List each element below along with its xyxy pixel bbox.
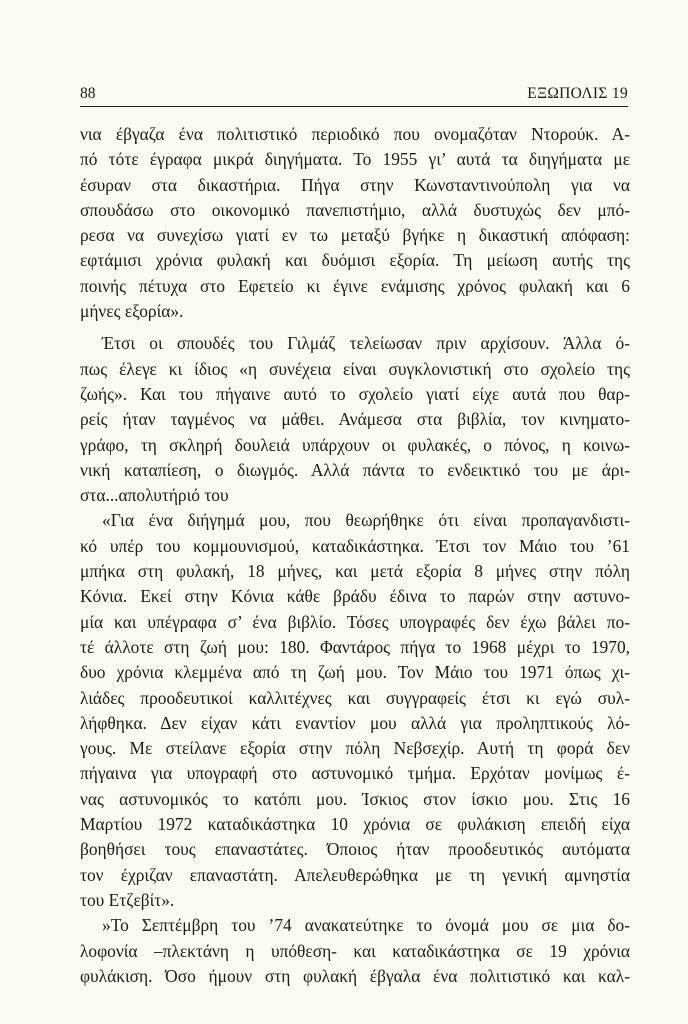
text-line: λήφθηκα. Δεν είχαν κάτι εναντίον μου αλλά για προληπτικούς λό- bbox=[80, 712, 630, 733]
text-line: Μαρτίου 1972 καταδικάστηκα 10 χρόνια σε φυλάκιση επειδή είχα bbox=[80, 814, 630, 835]
text-line: τον έχριζαν επαναστάτη. Απελευθερώθηκα με τη γενική αμνηστία bbox=[80, 864, 630, 885]
text-line: Κόνια. Εκεί στην Κόνια κάθε βράδυ έδινα το παρών στην αστυνο- bbox=[80, 586, 630, 607]
text-line: τέ άλλοτε στη ζωή μου: 180. Φαντάρος πήγα το 1968 μέχρι το 1970, bbox=[80, 636, 630, 657]
text-line: πό τότε έγραφα μικρά διηγήματα. Το 1955 γι’ αυτά τα διηγήματα με bbox=[80, 149, 630, 170]
paragraph bbox=[80, 331, 630, 508]
text-line: ποινής πέτυχα στο Εφετείο κι έγινε ενάμισης χρόνος φυλακή και 6 bbox=[80, 275, 630, 296]
text-line: γους. Με στείλανε εξορία στην πόλη Νεβσεχίρ. Αυτή τη φορά δεν bbox=[80, 738, 630, 759]
text-line: σπουδάσω στο οικονομικό πανεπιστήμιο, αλλά δυστυχώς δεν μπό- bbox=[80, 199, 630, 220]
running-title: ΕΞΩΠΟΛΙΣ 19 bbox=[527, 85, 628, 102]
text-line: νική καταπίεση, ο διωγμός. Αλλά πάντα το ενδεικτικό του με άρι- bbox=[80, 459, 630, 480]
text-line: γράφο, τη σκληρή δουλειά υπάρχουν οι φυλακές, ο πόνος, η κοινω- bbox=[80, 434, 630, 455]
text-line: ρείς ήταν ταγμένος να μάθει. Ανάμεσα στα βιβλία, τον κινηματο- bbox=[80, 409, 630, 430]
text-line: μία και υπέγραφα σ’ ένα βιβλίο. Τόσες υπογραφές δεν έχω βάλει πο- bbox=[80, 611, 630, 632]
text-line: ρεσα να συνεχίσω γιατί εν τω μεταξύ βγήκε η δικαστική απόφαση: bbox=[80, 225, 630, 246]
text-line: στα...απολυτήριό του bbox=[80, 485, 229, 506]
text-line: λοφονία –πλεκτάνη η υπόθεση- και καταδικάστηκα σε 19 χρόνια bbox=[80, 940, 630, 961]
body-text bbox=[80, 122, 630, 989]
paragraph bbox=[80, 508, 630, 913]
text-line: »Το Σεπτέμβρη του ’74 ανακατεύτηκε το όνομά μου σε μια δο- bbox=[102, 915, 630, 936]
paragraph bbox=[80, 122, 630, 324]
text-line: εφτάμισι χρόνια φυλακή και δυόμισι εξορία. Τη μείωση αυτής της bbox=[80, 250, 630, 271]
text-line: ζωής». Και του πήγαινε αυτό το σχολείο γιατί είχε αυτά που θαρ- bbox=[80, 383, 630, 404]
paragraph bbox=[80, 913, 630, 989]
text-line: φυλάκιση. Όσο ήμουν στη φυλακή έβγαλα ένα πολιτιστικό και καλ- bbox=[80, 965, 630, 986]
text-line: έσυραν στα δικαστήρια. Πήγα στην Κωνσταντινούπολη για να bbox=[80, 174, 630, 195]
text-line: του Ετζεβίτ». bbox=[80, 889, 175, 910]
text-line: νας αστυνομικός το κατόπι μου. Ίσκιος στον ίσκιο μου. Στις 16 bbox=[80, 788, 630, 809]
text-line: βοηθήσει τους επαναστάτες. Όποιος ήταν προοδευτικός αυτόματα bbox=[80, 839, 630, 860]
running-header bbox=[80, 82, 628, 107]
text-line: μπήκα στη φυλακή, 18 μήνες, και μετά εξορία 8 μήνες στην πόλη bbox=[80, 561, 630, 582]
text-line: λιάδες προοδευτικοί καλλιτέχνες και συγγραφείς έτσι κι εγώ συλ- bbox=[80, 687, 630, 708]
text-line: Έτσι οι σπουδές του Γιλμάζ τελείωσαν πριν αρχίσουν. Άλλα ό- bbox=[102, 333, 630, 354]
text-line: δυο χρόνια κλεμμένα από τη ζωή μου. Τον Μάιο του 1971 όπως χι- bbox=[80, 662, 630, 683]
text-line: «Για ένα διήγημά μου, που θεωρήθηκε ότι είναι προπαγανδιστι- bbox=[102, 510, 630, 531]
text-line: μήνες εξορία». bbox=[80, 301, 184, 322]
page-number: 88 bbox=[80, 85, 96, 102]
text-line: κό υπέρ του κομμουνισμού, καταδικάστηκα. Έτσι τον Μάιο του ’61 bbox=[80, 535, 630, 556]
text-line: νια έβγαζα ένα πολιτιστικό περιοδικό που ονομαζόταν Ντορούκ. Α- bbox=[80, 124, 630, 144]
text-line: πως έλεγε κι ίδιος «η συνέχεια είναι συγκλονιστική στο σχολείο της bbox=[80, 358, 630, 379]
text-line: πήγαινα για υπογραφή στο αστυνομικό τμήμα. Ερχόταν μονίμως έ- bbox=[80, 763, 630, 784]
